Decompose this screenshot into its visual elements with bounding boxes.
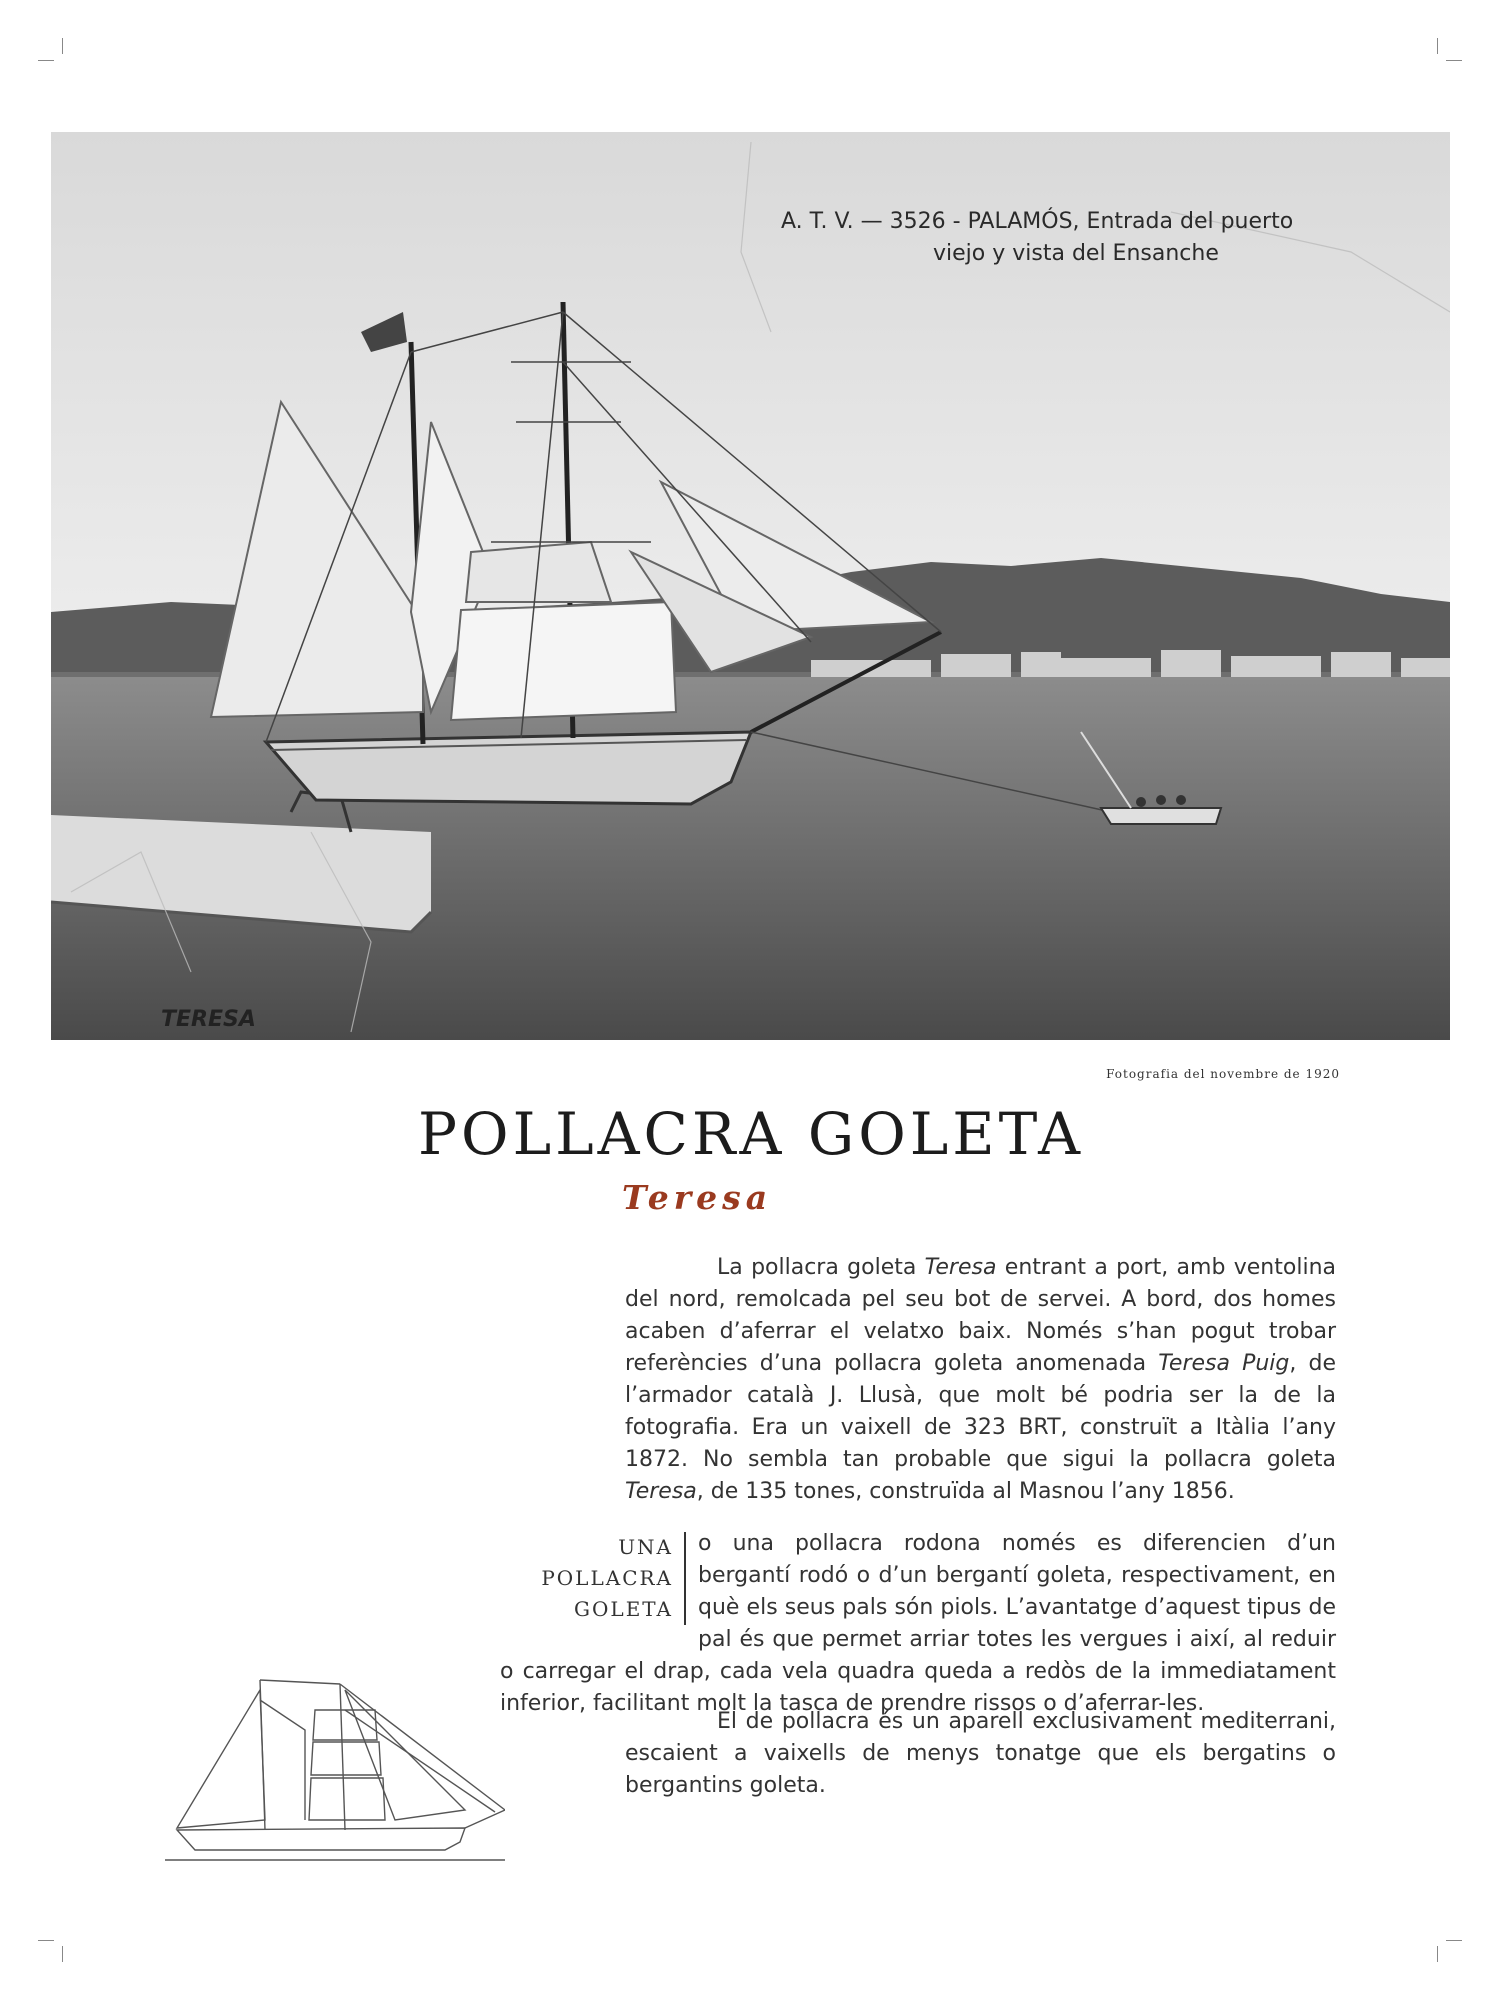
definition-section: [500, 1528, 1336, 1720]
ship-name: Teresa: [625, 1479, 697, 1504]
crop-mark: [38, 1940, 54, 1941]
crop-mark: [1437, 1946, 1438, 1962]
closing-paragraph: El de pollacra és un aparell exclusivament mediterrani, escaient a vaixells de menys tonatge que els bergatins o bergantins goleta.: [625, 1709, 1336, 1798]
crop-mark: [1446, 60, 1462, 61]
ship-name: Teresa Puig: [1158, 1351, 1290, 1376]
crop-mark: [62, 38, 63, 54]
section-heading-line: POLLACRA: [541, 1566, 673, 1590]
page-title: POLLACRA GOLETA: [418, 1100, 1084, 1168]
ship-name: Teresa: [924, 1255, 997, 1280]
ship-photo-illustration: [51, 132, 1450, 1040]
tow-boat: [1101, 808, 1221, 824]
intro-text: , de l’armador català J. Llusà, que molt bé podria ser la de la fotografia. Era un vaixell de 323 BRT, construït a Itàlia l’any 1872. No sembla tan probable que sigui la pollacra goleta: [625, 1351, 1336, 1472]
crop-mark: [1437, 38, 1438, 54]
postcard-caption-line2: viejo y vista del Ensanche: [933, 241, 1219, 266]
section-heading-line: UNA: [618, 1535, 673, 1559]
rig-diagram: [165, 1670, 505, 1870]
intro-text: , de 135 tones, construïda al Masnou l’any 1856.: [696, 1479, 1235, 1504]
definition-paragraph: o una pollacra rodona només es diferencien d’un bergantí rodó o d’un bergantí goleta, respectivament, en què els seus pals són piols. L’avantatge d’aquest tipus de pal és que permet arriar totes les vergues i així, al reduir o carregar el drap, cada vela quadra queda a redòs de la immediatament inferior, facilitant molt la tasca de prendre rissos o d’aferrar-les.: [500, 1531, 1336, 1716]
ship-hull: [266, 732, 751, 804]
crop-mark: [38, 60, 54, 61]
page-subtitle: Teresa: [622, 1178, 773, 1217]
crop-mark: [1446, 1940, 1462, 1941]
photo-credit: Fotografia del novembre de 1920: [1106, 1067, 1340, 1081]
intro-text: entrant a port, amb ventolina del nord, remolcada pel seu bot de servei. A bord, dos homes acaben d’aferrar el velatxo baix. Només s’han pogut trobar referències d’una pollacra goleta anomenada: [625, 1255, 1336, 1376]
historic-photo: [51, 132, 1450, 1040]
section-heading-line: GOLETA: [574, 1597, 673, 1621]
sail-course: [451, 602, 676, 720]
handwritten-label: TERESA: [161, 1007, 256, 1032]
postcard-caption-line1: A. T. V. — 3526 - PALAMÓS, Entrada del puerto: [781, 209, 1294, 234]
intro-text: La pollacra goleta: [717, 1255, 925, 1280]
section-heading: [500, 1532, 686, 1625]
crop-mark: [62, 1946, 63, 1962]
intro-paragraph: [625, 1252, 1336, 1508]
